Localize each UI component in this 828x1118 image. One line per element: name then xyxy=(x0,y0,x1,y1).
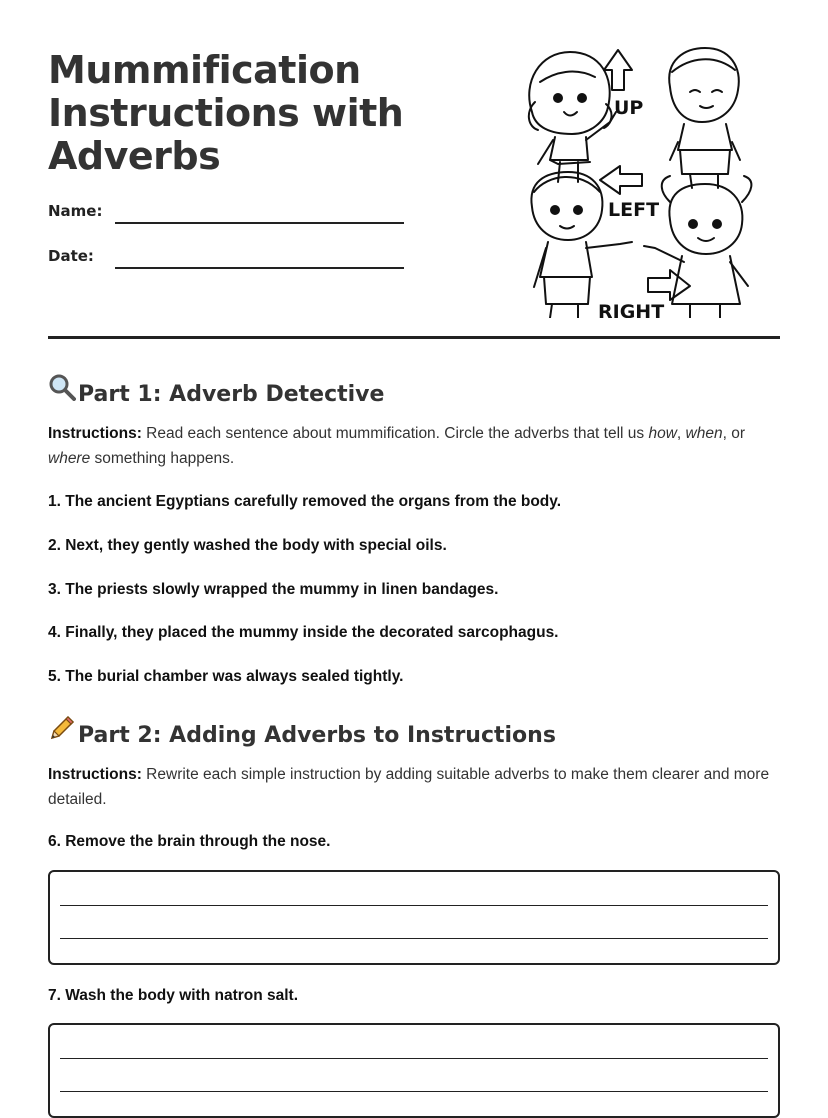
worksheet-title xyxy=(48,49,468,178)
part1-heading-text: Part 1: Adverb Detective xyxy=(78,382,385,407)
answer-box-6[interactable] xyxy=(48,870,780,965)
right-label: RIGHT xyxy=(598,301,665,318)
left-label: LEFT xyxy=(608,199,660,221)
right-arrow-icon xyxy=(648,270,690,300)
up-label: UP xyxy=(614,97,644,119)
part2-instructions-text: Rewrite each simple instruction by adding suitable adverbs to make them clearer and more detailed. xyxy=(48,766,770,808)
date-label: Date: xyxy=(48,247,94,265)
word-when: when xyxy=(685,425,723,442)
children-directions-illustration xyxy=(520,42,775,318)
part1-heading xyxy=(48,373,384,407)
header-divider xyxy=(48,336,780,339)
part1-instructions-end: something happens. xyxy=(90,450,235,467)
magnifying-glass-icon xyxy=(48,373,78,407)
answer-line xyxy=(60,905,768,906)
part1-instructions-text: Read each sentence about mummification. Circle the adverbs that tell us xyxy=(141,425,649,442)
date-field[interactable] xyxy=(115,267,404,269)
part2-heading xyxy=(48,714,556,748)
sentence-4[interactable]: 4. Finally, they placed the mummy inside the decorated sarcophagus. xyxy=(48,624,559,641)
sentence-3[interactable]: 3. The priests slowly wrapped the mummy in linen bandages. xyxy=(48,581,499,598)
title-line-3: Adverbs xyxy=(48,134,221,178)
answer-line xyxy=(60,1091,768,1092)
boy-pointing-right-drawing xyxy=(531,172,632,318)
part2-instructions-label: Instructions: xyxy=(48,766,142,783)
part2-instructions xyxy=(48,762,780,812)
answer-line xyxy=(60,1058,768,1059)
girl-pointing-left-drawing xyxy=(644,176,751,318)
word-where: where xyxy=(48,450,91,467)
answer-line xyxy=(60,938,768,939)
boy-eyes-closed-drawing xyxy=(669,48,740,188)
answer-box-7[interactable] xyxy=(48,1023,780,1118)
part1-instructions xyxy=(48,421,780,471)
left-arrow-icon xyxy=(600,166,642,194)
prompt-7: 7. Wash the body with natron salt. xyxy=(48,987,299,1004)
word-how: how xyxy=(648,425,677,442)
name-field[interactable] xyxy=(115,222,404,224)
sentence-5[interactable]: 5. The burial chamber was always sealed tightly. xyxy=(48,668,404,685)
title-line-2: Instructions with xyxy=(48,91,404,135)
sentence-1[interactable]: 1. The ancient Egyptians carefully removed the organs from the body. xyxy=(48,493,562,510)
title-line-1: Mummification xyxy=(48,48,361,92)
separator: , or xyxy=(722,425,746,442)
prompt-6: 6. Remove the brain through the nose. xyxy=(48,833,331,850)
pencil-icon xyxy=(48,714,78,748)
girl-pointing-up-drawing xyxy=(529,52,616,182)
part2-heading-text: Part 2: Adding Adverbs to Instructions xyxy=(78,723,556,748)
part1-instructions-label: Instructions: xyxy=(48,425,142,442)
sentence-2[interactable]: 2. Next, they gently washed the body with special oils. xyxy=(48,537,447,554)
name-label: Name: xyxy=(48,202,103,220)
separator: , xyxy=(676,425,686,442)
